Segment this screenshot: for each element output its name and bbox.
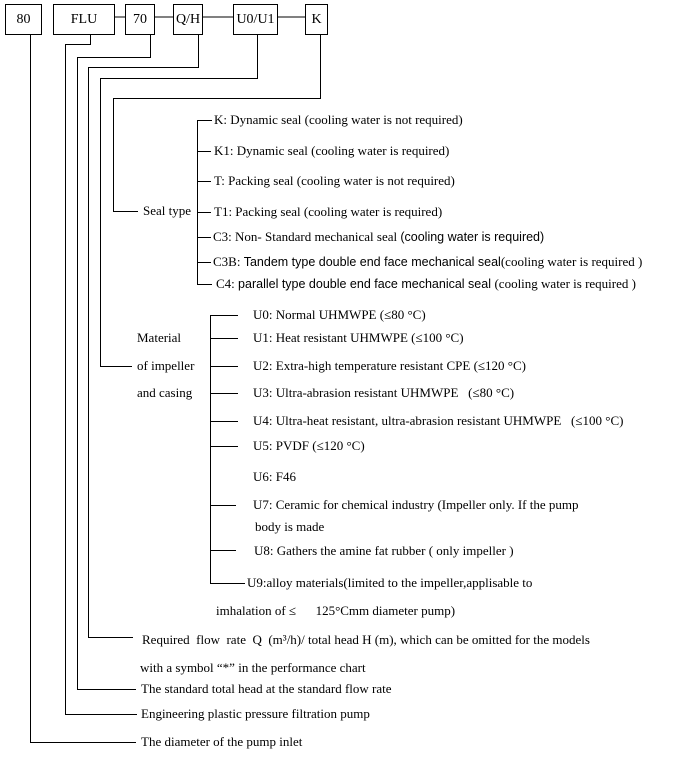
seal-option-c3-note: (cooling water is required) <box>400 230 545 244</box>
seal-option-c3 <box>213 228 544 246</box>
seal-option-k: K: Dynamic seal (cooling water is not required) <box>214 112 463 127</box>
material-option-u2: U2: Extra-high temperature resistant CPE (≤120 °C) <box>253 358 526 373</box>
inlet-diameter-desc: The diameter of the pump inlet <box>141 734 303 749</box>
material-option-u9: U9:alloy materials(limited to the impeller,applisable to <box>247 575 533 590</box>
code-box-seal: K <box>305 4 328 35</box>
material-option-u4: U4: Ultra-heat resistant, ultra-abrasion resistant UHMWPE (≤100 °C) <box>253 413 624 428</box>
seal-option-c4-code: C4: <box>216 276 239 291</box>
standard-head-desc: The standard total head at the standard flow rate <box>141 681 392 696</box>
pump-type-desc: Engineering plastic pressure filtration pump <box>141 706 370 721</box>
flow-head-desc-line2: with a symbol “*” in the performance chart <box>140 660 366 675</box>
material-label-line1: Material <box>137 330 182 345</box>
seal-option-c4-main: parallel type double end face mechanical seal <box>238 277 495 291</box>
material-label-line3: and casing <box>137 385 193 400</box>
seal-option-c4-note: (cooling water is required ) <box>494 276 636 291</box>
seal-option-c3b-main: Tandem type double end face mechanical seal <box>243 255 501 269</box>
seal-bracket <box>198 121 213 285</box>
seal-option-c4 <box>216 275 636 293</box>
material-option-u6: U6: F46 <box>253 469 296 484</box>
material-option-u7-continued: body is made <box>255 519 325 534</box>
material-option-u0: U0: Normal UHMWPE (≤80 °C) <box>253 307 426 322</box>
seal-option-t1: T1: Packing seal (cooling water is required) <box>214 204 443 219</box>
code-box-inlet-diameter: 80 <box>5 4 42 35</box>
code-box-total-head: 70 <box>125 4 155 35</box>
seal-option-k1: K1: Dynamic seal (cooling water is required) <box>214 143 450 158</box>
seal-option-t: T: Packing seal (cooling water is not required) <box>214 173 455 188</box>
material-option-u1: U1: Heat resistant UHMWPE (≤100 °C) <box>253 330 464 345</box>
material-label-line2: of impeller <box>137 358 195 373</box>
seal-option-c3b-code: C3B: <box>213 254 244 269</box>
code-box-flow-head: Q/H <box>173 4 203 35</box>
seal-type-label: Seal type <box>143 203 192 218</box>
code-box-material: U0/U1 <box>233 4 278 35</box>
flow-head-desc-line1: Required flow rate Q (m³/h)/ total head H (m), which can be omitted for the models <box>142 632 590 647</box>
material-option-u3: U3: Ultra-abrasion resistant UHMWPE (≤80 °C) <box>253 385 515 400</box>
material-option-u9-continued: imhalation of ≤ 125°Cmm diameter pump) <box>216 603 456 618</box>
material-option-u7: U7: Ceramic for chemical industry (Impeller only. If the pump <box>253 497 579 512</box>
seal-option-c3b <box>213 253 642 271</box>
code-box-pump-series: FLU <box>53 4 115 35</box>
material-option-u8: U8: Gathers the amine fat rubber ( only impeller ) <box>254 543 514 558</box>
material-option-u5: U5: PVDF (≤120 °C) <box>253 438 365 453</box>
seal-option-c3b-note: (cooling water is required ) <box>500 254 643 269</box>
material-bracket <box>211 316 246 584</box>
seal-option-c3-main: C3: Non- Standard mechanical seal <box>213 229 401 244</box>
